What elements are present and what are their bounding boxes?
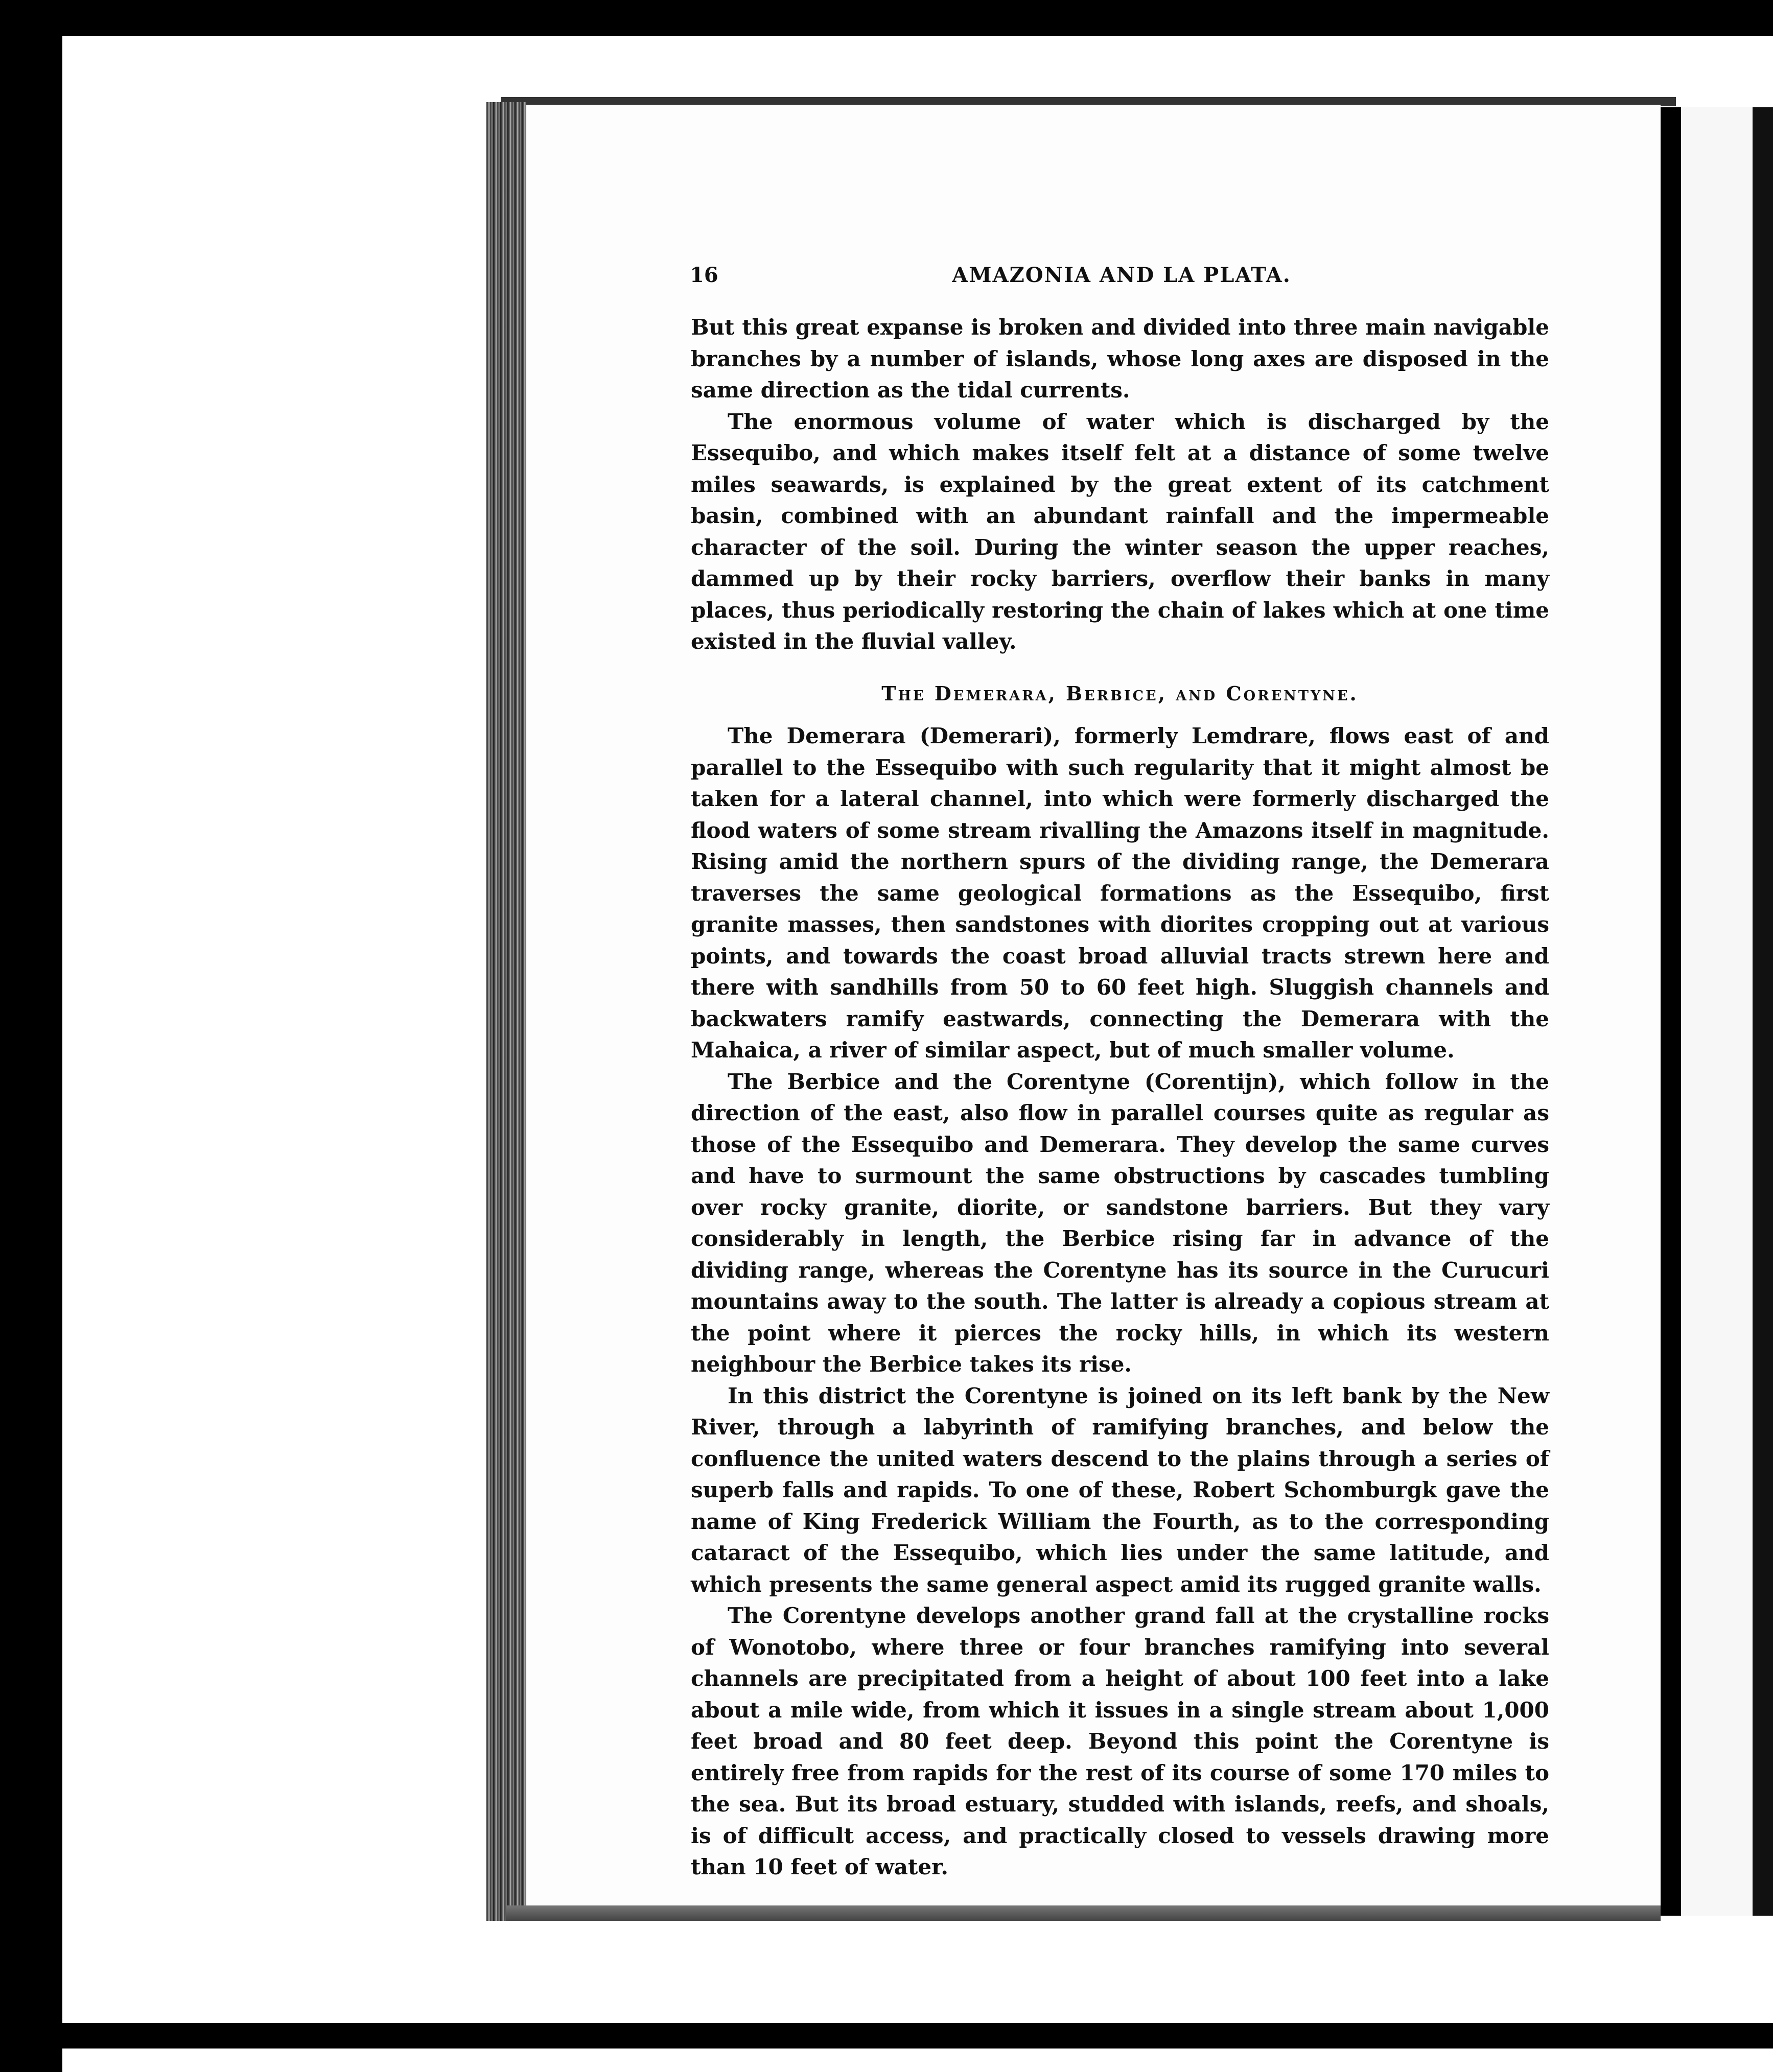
paragraph: In this district the Corentyne is joined on its left bank by the New River, through a labyrinth of ramifying branches, and below the confluence the united waters descend to the plains through a series of superb falls and rapids. To one of these, Robert Schomburgk gave the name of King Frederick William the Fourth, as to the corresponding cataract of the Essequibo, which lies under the same latitude, and which presents the same general aspect amid its rugged granite walls. bbox=[691, 1383, 1549, 1597]
page-header bbox=[690, 263, 1553, 299]
scan-border-left bbox=[0, 0, 62, 2072]
book-page-edges bbox=[486, 102, 526, 1921]
facing-page-edge bbox=[1753, 107, 1773, 1916]
scan-border-top bbox=[0, 0, 1773, 36]
paragraph: The enormous volume of water which is discharged by the Essequibo, and which makes itself felt at a distance of some twelve miles seawards, is explained by the great extent of its catchment basin, combined with an abundant rainfall and the impermeable character of the soil. During the winter season the upper reaches, dammed up by their rocky barriers, overflow their banks in many places, thus periodically restoring the chain of lakes which at one time existed in the fluvial valley. bbox=[691, 409, 1549, 654]
paragraph: The Demerara (Demerari), formerly Lemdrare, flows east of and parallel to the Essequibo with such regularity that it might almost be taken for a lateral channel, into which were formerly discharged the flood waters of some stream rivalling the Amazons itself in magnitude. Rising amid the northern spurs of the dividing range, the Demerara traverses the same geological formations as the Essequibo, first granite masses, then sandstones with diorites cropping out at various points, and towards the coast broad alluvial tracts strewn here and there with sandhills from 50 to 60 feet high. Sluggish channels and backwaters ramify eastwards, connecting the Demerara with the Mahaica, a river of similar aspect, but of much smaller volume. bbox=[691, 723, 1549, 1063]
paragraph: But this great expanse is broken and divided into three main navigable branches by a number of islands, whose long axes are disposed in the same direction as the tidal currents. bbox=[691, 315, 1549, 403]
book-gutter bbox=[1661, 107, 1681, 1916]
running-title: AMAZONIA AND LA PLATA. bbox=[952, 263, 1291, 287]
book-bottom-edge bbox=[506, 1905, 1661, 1921]
scan-border-bottom-strip bbox=[62, 2049, 1773, 2072]
paragraph: The Berbice and the Corentyne (Corentijn), which follow in the direction of the east, also flow in parallel courses quite as regular as those of the Essequibo and Demerara. They develop the same curves and have to surmount the same obstructions by cascades tumbling over rocky granite, diorite, or sandstone barriers. But they vary considerably in length, the Berbice rising far in advance of the dividing range, whereas the Corentyne has its source in the Curucuri mountains away to the south. The latter is already a copious stream at the point where it pierces the rocky hills, in which its western neighbour the Berbice takes its rise. bbox=[691, 1069, 1549, 1377]
paragraph: The Corentyne develops another grand fall at the crystalline rocks of Wonotobo, where three or four branches ramifying into several channels are precipitated from a height of about 100 feet into a lake about a mile wide, from which it issues in a single stream about 1,000 feet broad and 80 feet deep. Beyond this point the Corentyne is entirely free from rapids for the rest of its course of some 170 miles to the sea. But its broad estuary, studded with islands, reefs, and shoals, is of difficult access, and practically closed to vessels drawing more than 10 feet of water. bbox=[691, 1603, 1549, 1879]
section-heading: The Demerara, Berbice, and Corentyne. bbox=[881, 681, 1359, 705]
body-text bbox=[691, 312, 1549, 1883]
page-number: 16 bbox=[690, 263, 718, 287]
